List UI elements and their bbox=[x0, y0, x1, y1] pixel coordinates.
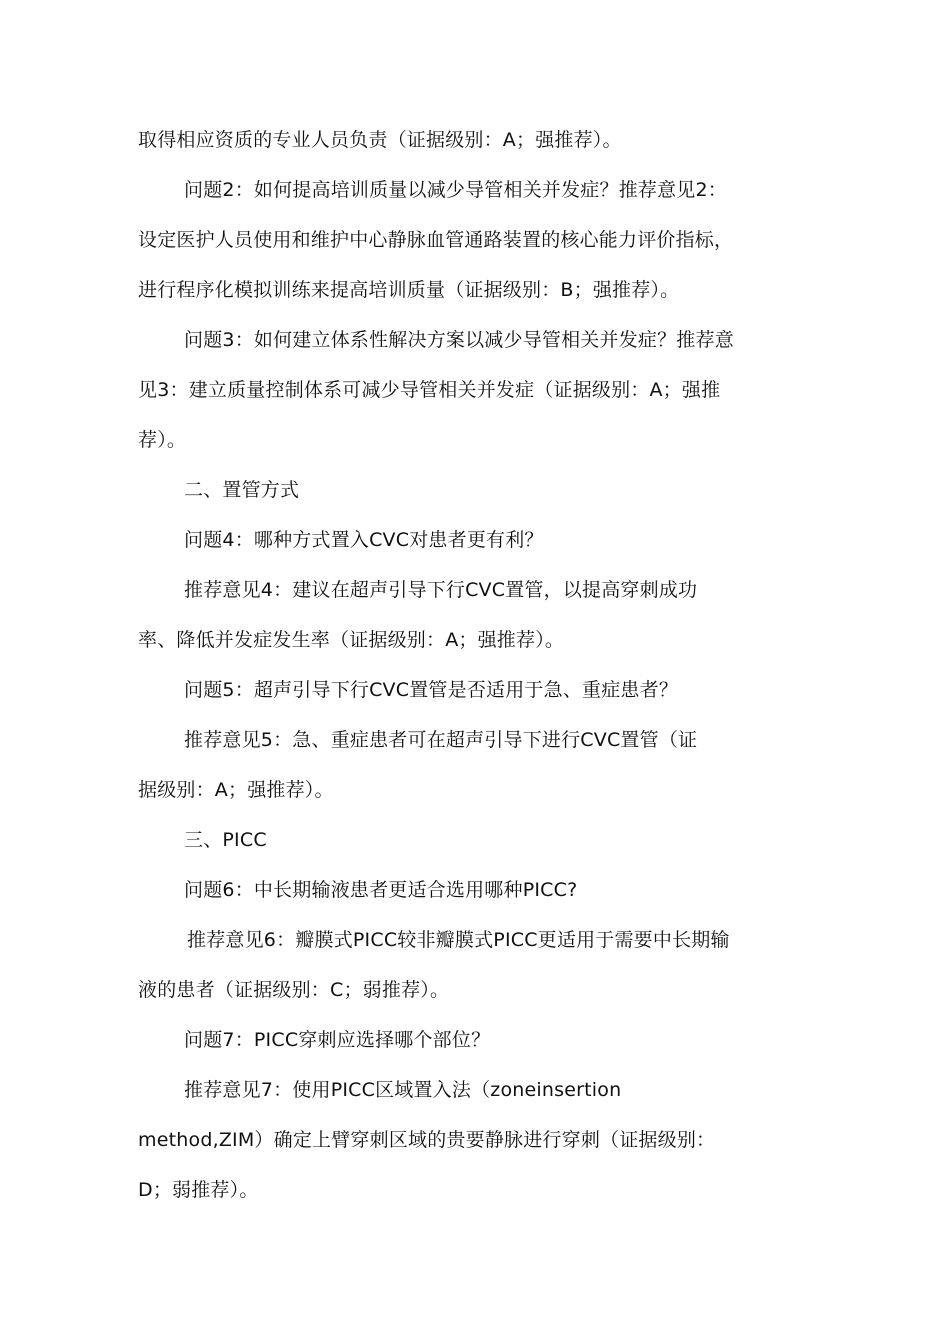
text-line-18: 液的患者（证据级别：C；弱推荐）。 bbox=[138, 979, 450, 1001]
text-line-2: 问题2：如何提高培训质量以减少导管相关并发症？推荐意见2： bbox=[184, 179, 727, 201]
text-line-22: D；弱推荐）。 bbox=[138, 1179, 259, 1201]
text-line-20: 推荐意见7：使用PICC区域置入法（zoneinsertion bbox=[184, 1079, 622, 1101]
text-line-12: 问题5：超声引导下行CVC置管是否适用于急、重症患者？ bbox=[184, 679, 679, 701]
text-line-19: 问题7：PICC穿刺应选择哪个部位？ bbox=[184, 1029, 491, 1051]
text-line-3: 设定医护人员使用和维护中心静脉血管通路装置的核心能力评价指标， bbox=[138, 229, 734, 251]
text-line-13: 推荐意见5：急、重症患者可在超声引导下进行CVC置管（证 bbox=[184, 729, 698, 751]
text-line-11: 率、降低并发症发生率（证据级别：A；强推荐）。 bbox=[138, 629, 565, 651]
text-line-4: 进行程序化模拟训练来提高培训质量（证据级别：B；强推荐）。 bbox=[138, 279, 680, 301]
text-line-21: method,ZIM）确定上臂穿刺区域的贵要静脉进行穿刺（证据级别： bbox=[138, 1129, 716, 1151]
text-line-7: 荐）。 bbox=[138, 429, 187, 451]
text-line-1: 取得相应资质的专业人员负责（证据级别：A；强推荐）。 bbox=[138, 129, 622, 151]
text-line-16: 问题6：中长期输液患者更适合选用哪种PICC? bbox=[184, 879, 578, 901]
section-heading-3: 三、PICC bbox=[184, 829, 267, 851]
text-line-9: 问题4：哪种方式置入CVC对患者更有利？ bbox=[184, 529, 544, 551]
text-line-6: 见3：建立质量控制体系可减少导管相关并发症（证据级别：A；强推 bbox=[138, 379, 721, 401]
text-line-14: 据级别：A；强推荐）。 bbox=[138, 779, 334, 801]
text-line-10: 推荐意见4：建议在超声引导下行CVC置管，以提高穿刺成功 bbox=[184, 579, 698, 601]
text-line-17: 推荐意见6：瓣膜式PICC较非瓣膜式PICC更适用于需要中长期输 bbox=[187, 929, 730, 951]
section-heading-2: 二、置管方式 bbox=[184, 479, 300, 501]
text-line-5: 问题3：如何建立体系性解决方案以减少导管相关并发症？推荐意 bbox=[184, 329, 734, 351]
